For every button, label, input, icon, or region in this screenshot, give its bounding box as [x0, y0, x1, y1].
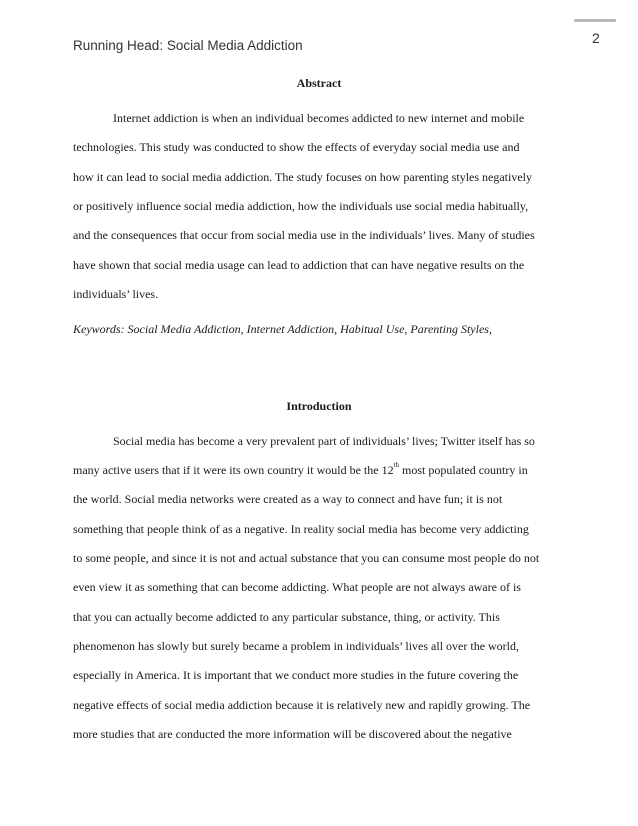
introduction-line: negative effects of social media addiction because it is relatively new and rapidly growing. The	[73, 698, 531, 712]
introduction-line: especially in America. It is important that we conduct more studies in the future covering the	[73, 668, 519, 682]
introduction-line	[73, 463, 528, 478]
abstract-line: Internet addiction is when an individual becomes addicted to new internet and mobile	[113, 111, 525, 125]
abstract-line: and the consequences that occur from social media use in the individuals’ lives. Many of studies	[73, 228, 535, 242]
ordinal-superscript: th	[393, 461, 400, 469]
introduction-line: the world. Social media networks were created as a way to connect and have fun; it is not	[73, 492, 503, 506]
abstract-heading: Abstract	[296, 76, 342, 90]
abstract-line: or positively influence social media addiction, how the individuals use social media habitually,	[73, 199, 529, 213]
introduction-line: to some people, and since it is not and actual substance that you can consume most people do not	[73, 551, 540, 565]
line-text: most populated country in	[399, 463, 528, 477]
introduction-line: Social media has become a very prevalent part of individuals’ lives; Twitter itself has so	[113, 434, 535, 448]
introduction-line: more studies that are conducted the more information will be discovered about the negative	[73, 727, 512, 741]
introduction-line: something that people think of as a negative. In reality social media has become very addicting	[73, 522, 529, 536]
introduction-line: phenomenon has slowly but surely became a problem in individuals’ lives all over the world,	[73, 639, 520, 653]
keywords-line: Keywords: Social Media Addiction, Internet Addiction, Habitual Use, Parenting Styles,	[73, 322, 492, 336]
abstract-line: how it can lead to social media addiction. The study focuses on how parenting styles negatively	[73, 170, 532, 184]
introduction-line: even view it as something that can become addicting. What people are not always aware of is	[73, 580, 521, 594]
line-text: many active users that if it were its own country it would be the 12	[73, 463, 394, 477]
abstract-line: technologies. This study was conducted to show the effects of everyday social media use and	[73, 140, 520, 154]
running-head: Running Head: Social Media Addiction	[73, 38, 303, 53]
abstract-line: have shown that social media usage can lead to addiction that can have negative results on the	[73, 258, 525, 272]
page-accent-bar	[574, 19, 616, 22]
introduction-line: that you can actually become addicted to any particular substance, thing, or activity. This	[73, 610, 500, 624]
abstract-line: individuals’ lives.	[73, 287, 159, 301]
page-number: 2	[592, 30, 600, 46]
introduction-heading: Introduction	[286, 399, 352, 413]
